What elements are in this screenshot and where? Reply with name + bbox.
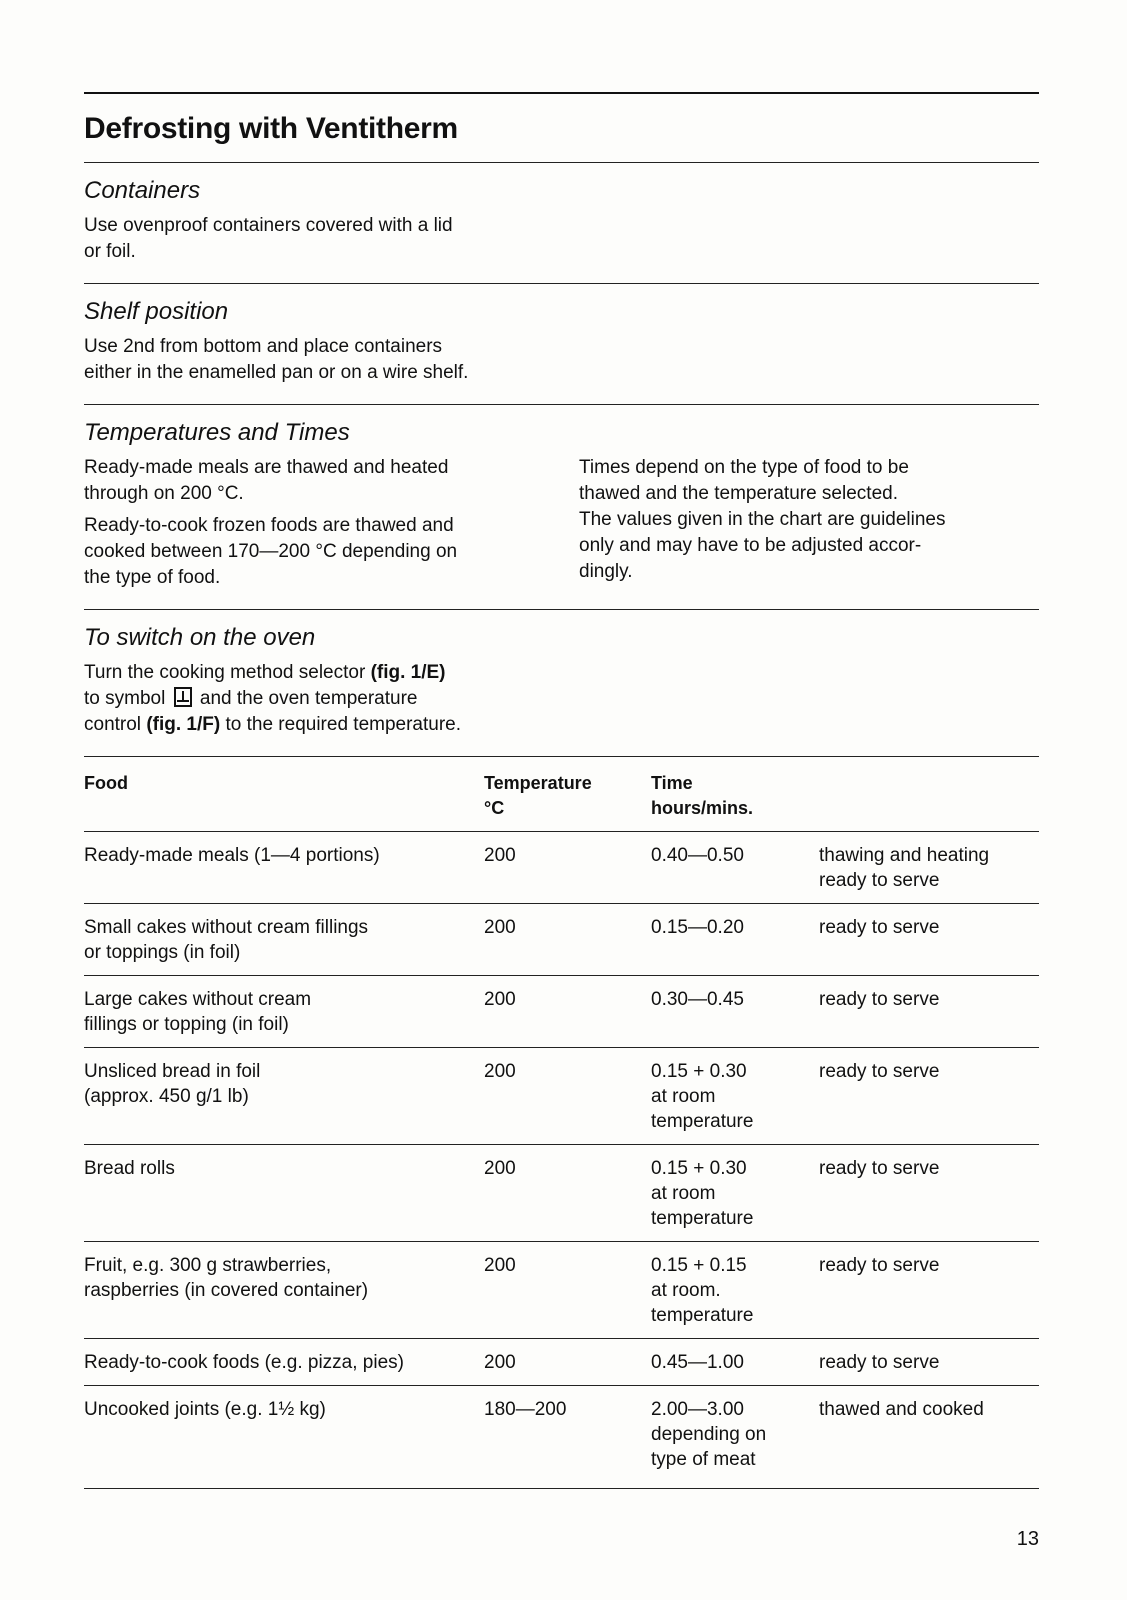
cell-food: Fruit, e.g. 300 g strawberries, raspberries (in covered container) [84, 1255, 369, 1301]
cell-food: Large cakes without cream fillings or topping (in foil) [84, 989, 312, 1035]
cell-food: Ready-to-cook foods (e.g. pizza, pies) [84, 1352, 404, 1373]
section-heading: Containers [84, 177, 201, 204]
paragraph: Ready-made meals are thawed and heated through on 200 °C. [84, 457, 449, 504]
section-temperatures-times [84, 405, 1039, 609]
text: to symbol [84, 688, 171, 709]
two-column-text [84, 455, 1039, 591]
table-row [84, 904, 1039, 976]
section-text [84, 660, 544, 738]
table-row [84, 1048, 1039, 1145]
cell-temperature: 200 [484, 1255, 516, 1276]
cell-temperature: 200 [484, 917, 516, 938]
page-title: Defrosting with Ventitherm [84, 112, 458, 145]
column-header-food: Food [84, 773, 128, 793]
divider [84, 1488, 1039, 1489]
section-switch-on [84, 610, 1039, 756]
fig-ref: (fig. 1/F) [146, 714, 221, 735]
column-header-temperature: Temperature °C [484, 773, 592, 818]
table-row [84, 1339, 1039, 1386]
section-text: Use 2nd from bottom and place containers either in the enamelled pan or on a wire shelf. [84, 336, 469, 383]
title-block [84, 94, 1039, 162]
cell-notes: thawed and cooked [819, 1399, 984, 1420]
section-text: Use ovenproof containers covered with a lid or foil. [84, 215, 453, 262]
section-heading: To switch on the oven [84, 624, 316, 651]
fan-symbol-icon [174, 687, 192, 707]
fig-ref: (fig. 1/E) [370, 662, 446, 683]
right-column [579, 455, 999, 591]
cell-time: 2.00—3.00 depending on type of meat [651, 1399, 767, 1470]
cell-time: 0.45—1.00 [651, 1352, 744, 1373]
cell-notes: ready to serve [819, 1061, 940, 1082]
cell-food: Unsliced bread in foil (approx. 450 g/1 lb) [84, 1061, 261, 1107]
cell-temperature: 200 [484, 1061, 516, 1082]
table-row [84, 976, 1039, 1048]
section-shelf-position [84, 284, 1039, 404]
cell-temperature: 180—200 [484, 1399, 567, 1420]
text: control [84, 714, 147, 735]
cell-time: 0.40—0.50 [651, 845, 744, 866]
paragraph: Ready-to-cook frozen foods are thawed and cooked between 170—200 °C depending on the type of food. [84, 515, 458, 588]
document-page [84, 92, 1039, 1489]
table-header-row [84, 757, 1039, 832]
cell-time: 0.15 + 0.30 at room temperature [651, 1061, 754, 1132]
page-number: 13 [1016, 1528, 1039, 1550]
column-header-time: Time hours/mins. [651, 773, 754, 818]
table-row [84, 1145, 1039, 1242]
cell-temperature: 200 [484, 989, 516, 1010]
section-heading: Temperatures and Times [84, 419, 350, 446]
cell-temperature: 200 [484, 1158, 516, 1179]
cell-food: Ready-made meals (1—4 portions) [84, 845, 380, 866]
left-column [84, 455, 579, 591]
cell-notes: ready to serve [819, 1158, 940, 1179]
column-header-notes [819, 757, 1039, 832]
cell-time: 0.30—0.45 [651, 989, 744, 1010]
cell-temperature: 200 [484, 845, 516, 866]
text: to the required temperature. [220, 714, 462, 735]
cell-food: Uncooked joints (e.g. 1½ kg) [84, 1399, 326, 1420]
table-row [84, 832, 1039, 904]
cell-time: 0.15 + 0.30 at room temperature [651, 1158, 754, 1229]
cell-notes: ready to serve [819, 989, 940, 1010]
cell-food: Bread rolls [84, 1158, 175, 1179]
paragraph: Times depend on the type of food to be thawed and the temperature selected. The values given in the chart are guidelines only and may have to be adjusted accor- dingly. [579, 457, 946, 582]
section-heading: Shelf position [84, 298, 229, 325]
cell-notes: ready to serve [819, 917, 940, 938]
table-row [84, 1386, 1039, 1483]
cell-temperature: 200 [484, 1352, 516, 1373]
defrost-table [84, 757, 1039, 1482]
text: Turn the cooking method selector [84, 662, 371, 683]
cell-notes: ready to serve [819, 1255, 940, 1276]
table-row [84, 1242, 1039, 1339]
cell-food: Small cakes without cream fillings or toppings (in foil) [84, 917, 369, 963]
cell-notes: thawing and heating ready to serve [819, 845, 990, 891]
table-body [84, 832, 1039, 1483]
cell-time: 0.15 + 0.15 at room. temperature [651, 1255, 754, 1326]
text: and the oven temperature [194, 688, 418, 709]
cell-notes: ready to serve [819, 1352, 940, 1373]
cell-time: 0.15—0.20 [651, 917, 744, 938]
section-containers [84, 163, 1039, 283]
